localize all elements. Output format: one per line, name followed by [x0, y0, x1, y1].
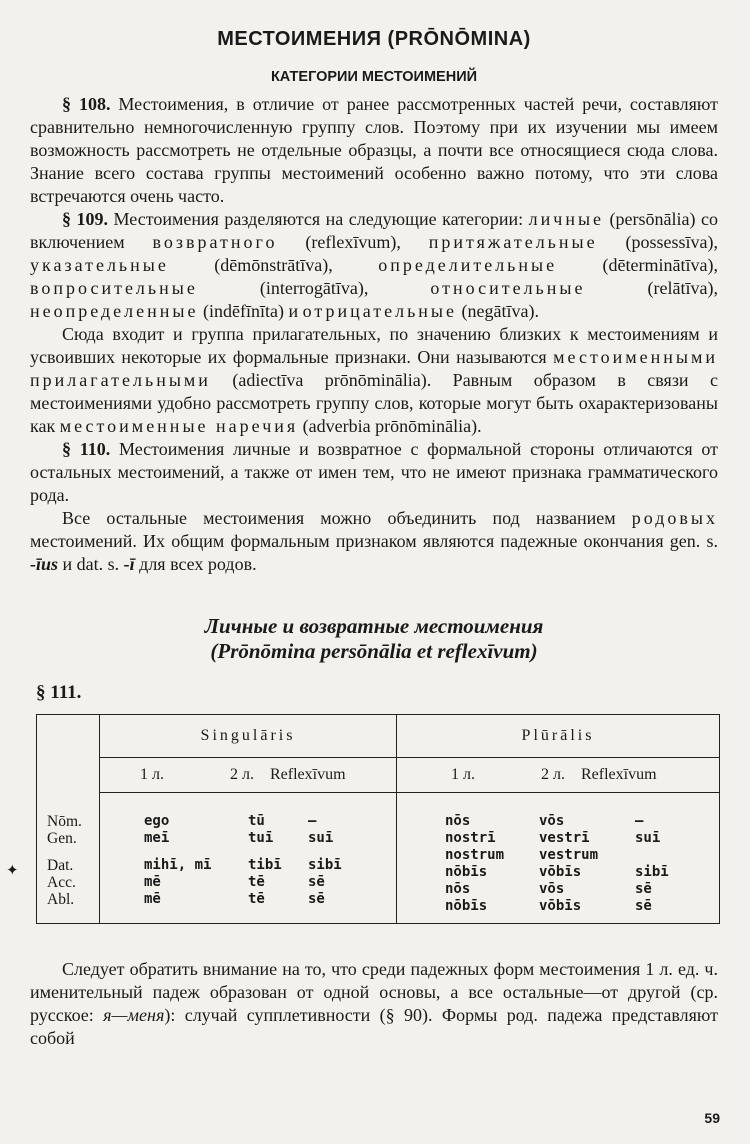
text: и dat. s.: [58, 554, 124, 574]
form: meī: [144, 830, 170, 846]
spaced-term: относительные: [430, 278, 586, 298]
pl-1st-column: [445, 813, 539, 915]
text: Все остальные местоимения можно объединить под названием: [62, 508, 632, 528]
singular-forms: [100, 793, 397, 924]
spaced-term: местоименными прилагательными: [30, 347, 718, 390]
spacer: [248, 847, 308, 857]
form: vōbīs: [539, 864, 582, 880]
section-heading: [30, 614, 718, 664]
pl-reflexive-column: [635, 813, 675, 915]
form: mē: [144, 891, 161, 907]
spaced-term: личные: [528, 209, 605, 229]
form: tibī: [248, 857, 282, 873]
form: nōbīs: [445, 898, 488, 914]
form: sē: [308, 874, 325, 890]
form: sē: [308, 891, 325, 907]
sg-1st-column: [144, 813, 248, 908]
text: Сюда входит и группа прилагательных, по значению близких к местоимениям и усвоивших некоторые их формальные признаки. Они называются: [30, 324, 718, 367]
sg-2nd-column: [248, 813, 308, 908]
text: (adverbia prōnōminālia).: [298, 416, 482, 436]
paragraph-109: [30, 208, 718, 323]
form: —: [635, 813, 644, 829]
sg-reflexive-column: [308, 813, 368, 908]
subheader-label: Reflexīvum: [581, 766, 657, 783]
form: sibī: [635, 864, 669, 880]
section-111: § 111.: [36, 682, 82, 703]
form: ego: [144, 813, 170, 829]
text: Местоимения разделяются на следующие категории:: [108, 209, 529, 229]
plural-forms: [397, 793, 720, 924]
case-label: Acc.: [47, 873, 76, 891]
form: tuī: [248, 830, 274, 846]
form: vōs: [539, 813, 565, 829]
text: (dēterminātīva),: [557, 255, 718, 275]
heading-line: Личные и возвратные местоимения: [204, 614, 544, 638]
paragraph-text: Местоимения личные и возвратное с формальной стороны отличаются от остальных местоимений, а также от имен тем, что не имеют признака грамматического рода.: [30, 439, 718, 505]
form: nōs: [445, 881, 471, 897]
text: ): случай супплетивности (§ 90). Формы род. падежа представляют собой: [30, 1005, 718, 1048]
form: [635, 847, 675, 864]
form: mē: [144, 874, 161, 890]
form: suī: [308, 830, 334, 846]
italic-example: я—меня: [103, 1005, 165, 1025]
form: vestrum: [539, 847, 599, 863]
paragraph-108: [30, 93, 718, 208]
spaced-term: указательные: [30, 255, 169, 275]
paragraph-109-continued: [30, 323, 718, 438]
form: nostrī: [445, 830, 496, 846]
form: nōbīs: [445, 864, 488, 880]
subheader-label: 2 л.: [230, 766, 254, 783]
plural-subheader: [397, 758, 720, 793]
text: (adiectīva prōnōminālia). Равным образом в связи с местоимениями удобно рассмотреть группу слов, которые могут быть охарактеризованы как: [30, 370, 718, 436]
subheader-label: 1 л.: [451, 766, 475, 783]
margin-mark-icon: ✦: [6, 863, 19, 879]
text: (interrogātīva),: [197, 278, 431, 298]
form: vōbīs: [539, 898, 582, 914]
text: (indēfīnīta) и: [198, 301, 303, 321]
text: (relātīva),: [585, 278, 718, 298]
text: Следует обратить внимание на то, что среди падежных форм местоимения 1 л. ед. ч. именительный падеж образован от одной основы, а все остальные—от другой (ср. русское:: [30, 959, 718, 1025]
page: [30, 28, 718, 1050]
pronoun-table: [36, 714, 720, 924]
form: nostrum: [445, 847, 505, 863]
section-subtitle: КАТЕГОРИИ МЕСТОИМЕНИЙ: [270, 69, 478, 85]
case-label: Dat.: [47, 856, 74, 874]
form: tē: [248, 891, 265, 907]
form: vōs: [539, 881, 565, 897]
case-label: Gen.: [47, 829, 77, 847]
ending: -īus: [30, 554, 59, 574]
spaced-term: определительные: [378, 255, 558, 275]
page-number: 59: [704, 1110, 720, 1126]
spacer: [144, 847, 248, 857]
case-label: Abl.: [47, 890, 75, 908]
singularis-header: Singulāris: [100, 715, 397, 758]
page-title: МЕСТОИМЕНИЯ (PRŌNŌMINA): [217, 28, 531, 50]
text: для всех родов.: [134, 554, 257, 574]
corner-cell: [37, 715, 100, 758]
corner-cell: [37, 758, 100, 793]
case-labels: [37, 793, 100, 924]
paragraph-text: Местоимения, в отличие от ранее рассмотренных частей речи, составляют сравнительно немногочисленную группу слов. Поэтому при их изучении мы имеем возможность рассмотреть не отдельные образцы, а почти все относящиеся сюда слова. Знание всего состава группы местоимений особенно важно потому, что эти слова встречаются очень часто.: [30, 94, 719, 206]
text: (persōnālia) со включением: [30, 209, 719, 252]
form: —: [308, 813, 317, 829]
text: (reflexīvum),: [277, 232, 429, 252]
spaced-term: родовых: [631, 508, 718, 528]
spaced-term: неопределенные: [30, 301, 199, 321]
spaced-term: возвратного: [152, 232, 278, 252]
spacer: [47, 847, 99, 857]
section-number: § 108.: [62, 94, 111, 114]
subheader-label: 1 л.: [140, 766, 164, 783]
spaced-term: отрицательные: [302, 301, 457, 321]
form: sibī: [308, 857, 342, 873]
spacer: [308, 847, 368, 857]
form: mihī, mī: [144, 857, 212, 873]
singular-subheader: [100, 758, 397, 793]
heading-line: (Prōnōmina persōnālia et reflexīvum): [210, 639, 538, 663]
subheader-label: Reflexīvum: [270, 766, 346, 783]
section-number: § 109.: [62, 209, 109, 229]
subheader-label: 2 л.: [541, 766, 565, 783]
spaced-term: вопросительные: [30, 278, 198, 298]
spaced-term: притяжательные: [428, 232, 598, 252]
section-number: § 110.: [62, 439, 111, 459]
form: vestrī: [539, 830, 590, 846]
form: tē: [248, 874, 265, 890]
ending: -ī: [123, 554, 135, 574]
paragraph-110-continued: [30, 507, 718, 576]
pl-2nd-column: [539, 813, 635, 915]
case-label: Nōm.: [47, 812, 82, 830]
form: nōs: [445, 813, 471, 829]
text: (possessīva),: [597, 232, 718, 252]
form: sē: [635, 898, 652, 914]
form: sē: [635, 881, 652, 897]
text: (dēmōnstrātīva),: [168, 255, 379, 275]
form: suī: [635, 830, 661, 846]
spaced-term: местоименные наречия: [59, 416, 299, 436]
text: (negātīva).: [457, 301, 539, 321]
paragraph-110: [30, 438, 718, 507]
form: tū: [248, 813, 265, 829]
text: местоимений. Их общим формальным признаком являются падежные окончания gen. s.: [30, 531, 718, 551]
pluralis-header: Plūrālis: [397, 715, 720, 758]
paragraph-after-table: [30, 958, 718, 1050]
